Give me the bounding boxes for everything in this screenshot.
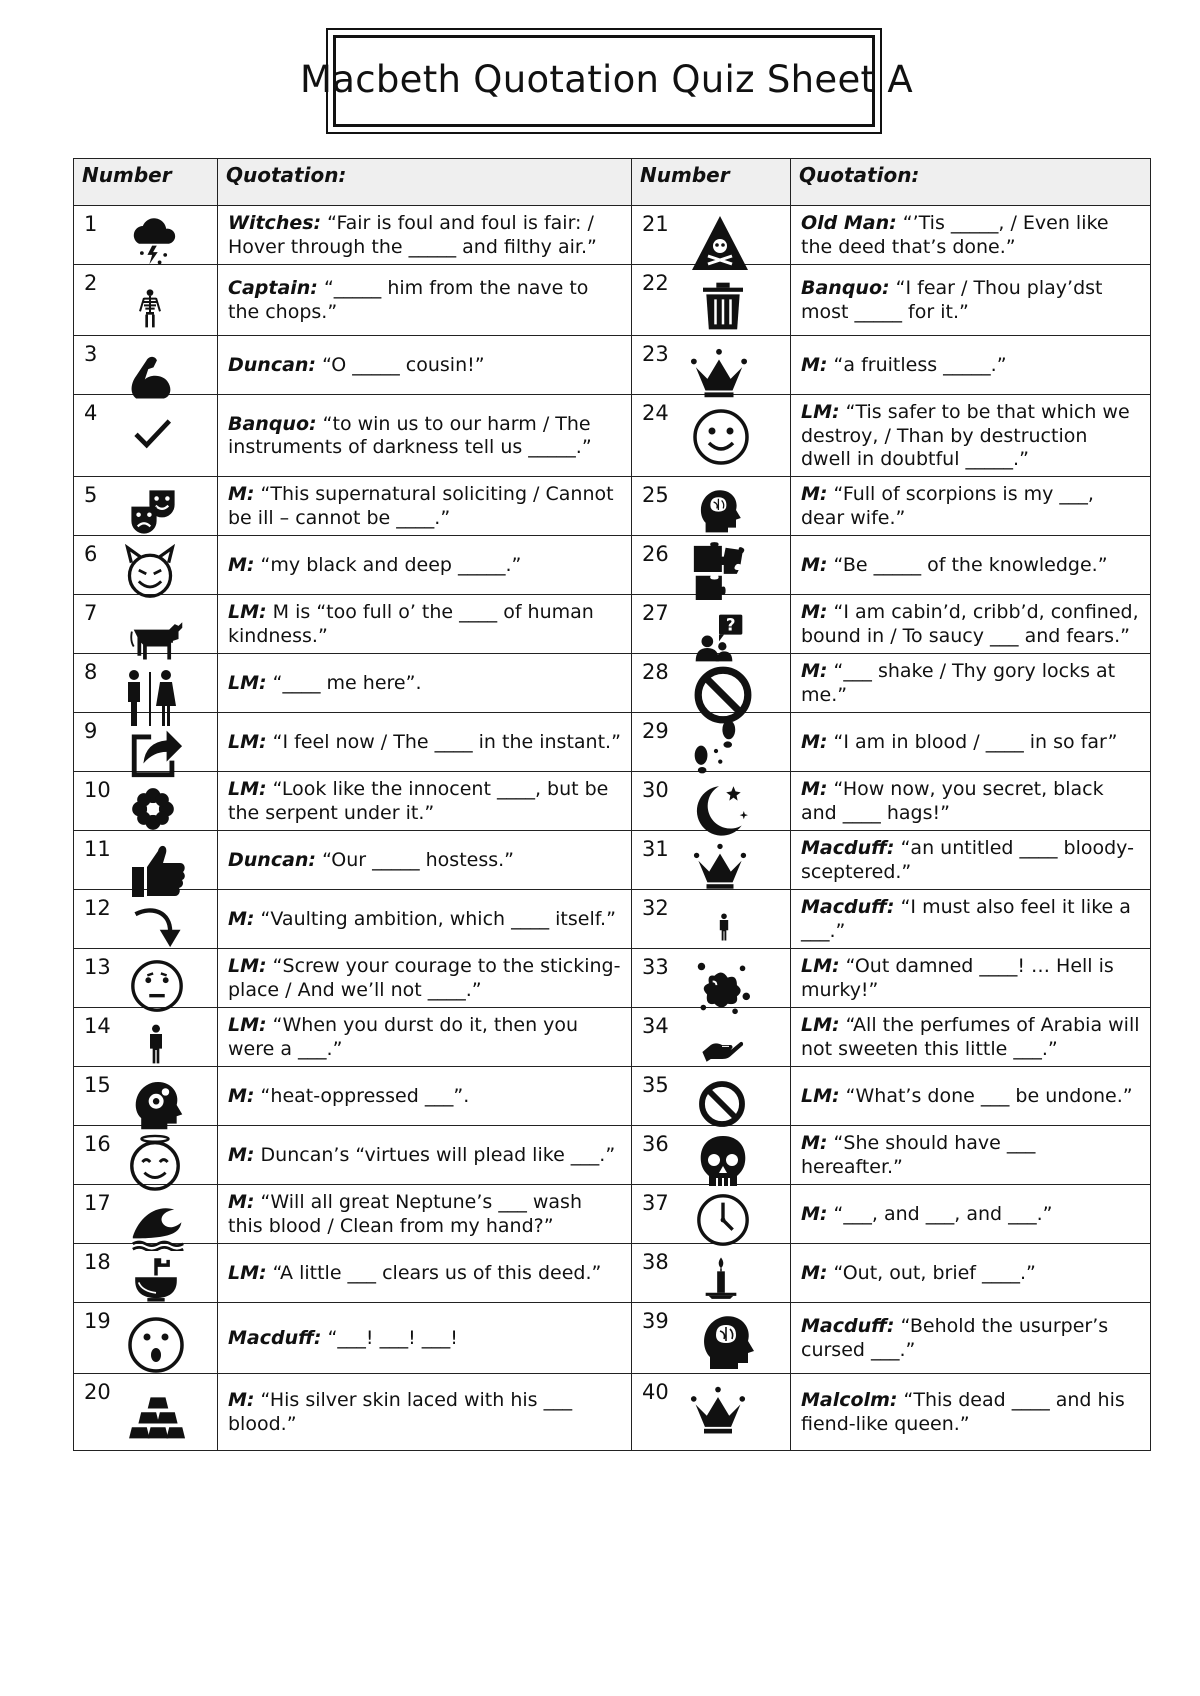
speaker-name: M: <box>228 483 255 506</box>
quotation-cell <box>791 1302 1151 1373</box>
row-number: 15 <box>84 1072 111 1097</box>
quotation-cell <box>218 1184 632 1243</box>
row-number: 26 <box>642 541 669 566</box>
share-arrow-icon <box>126 721 184 779</box>
table-row <box>74 1302 1151 1373</box>
row-number-cell <box>632 1373 791 1450</box>
row-number-cell <box>74 1125 218 1184</box>
row-number: 34 <box>642 1013 669 1038</box>
row-number-cell <box>632 594 791 653</box>
quotation-cell <box>218 594 632 653</box>
row-number: 32 <box>642 895 669 920</box>
row-number-cell <box>632 1302 791 1373</box>
quotation-cell <box>218 1243 632 1302</box>
row-number-cell <box>632 336 791 395</box>
row-number: 21 <box>642 212 669 236</box>
row-number: 10 <box>84 777 111 802</box>
quotation-text: Duncan’s “virtues will plead like ___.” <box>254 1143 616 1166</box>
brain-head-icon <box>696 483 744 537</box>
row-number: 37 <box>642 1190 669 1215</box>
row-number-cell <box>74 653 218 712</box>
row-number: 22 <box>642 271 669 295</box>
quotation-text: “to win us to our harm / The instruments of darkness tell us _____.” <box>228 412 592 459</box>
table-row <box>74 1007 1151 1066</box>
row-number-cell <box>74 594 218 653</box>
row-number-cell <box>632 1125 791 1184</box>
quotation-cell <box>218 535 632 594</box>
table-row <box>74 395 1151 477</box>
quotation-cell <box>218 476 632 535</box>
title-box <box>300 24 914 138</box>
table-row <box>74 653 1151 712</box>
prohibited-icon <box>692 1079 752 1129</box>
row-number-cell <box>74 1007 218 1066</box>
quotation-cell <box>218 771 632 830</box>
speaker-name: Banquo: <box>801 277 890 300</box>
quotation-text: “I am in blood / ____ in so far” <box>827 730 1118 753</box>
quotation-text: “She should have ___ hereafter.” <box>801 1132 1036 1178</box>
row-number: 9 <box>84 718 98 743</box>
trash-bin-icon <box>698 273 748 339</box>
speaker-name: LM: <box>801 401 840 423</box>
quotation-cell <box>218 1007 632 1066</box>
quotation-cell <box>791 336 1151 395</box>
quotation-text: “How now, you secret, black and ____ hags!” <box>801 778 1104 824</box>
quotation-text: “a fruitless _____.” <box>827 354 1007 377</box>
row-number: 31 <box>642 836 669 861</box>
row-number-cell <box>74 830 218 889</box>
speaker-name: M: <box>801 660 828 683</box>
quotation-text: “I fear / Thou play’dst most _____ for it.” <box>801 277 1103 323</box>
table-row <box>74 771 1151 830</box>
speaker-name: Macduff: <box>801 896 895 919</box>
quiz-table <box>73 158 1151 1451</box>
table-row <box>74 830 1151 889</box>
quotation-cell <box>218 1373 632 1450</box>
speaker-name: Macduff: <box>801 1315 895 1338</box>
quotation-text: “What’s done ___ be undone.” <box>839 1084 1133 1107</box>
curved-arrow-icon <box>126 902 190 954</box>
theatre-masks-icon <box>126 485 180 539</box>
quotation-cell <box>791 1184 1151 1243</box>
row-number-cell <box>632 712 791 771</box>
quotation-text: “This dead ____ and his fiend-like queen.” <box>801 1389 1125 1435</box>
row-number: 8 <box>84 659 98 684</box>
row-number: 25 <box>642 482 669 507</box>
row-number-cell <box>632 1007 791 1066</box>
neutral-face-icon <box>128 957 186 1015</box>
quotation-text: “’Tis _____, / Even like the deed that’s done.” <box>801 212 1109 258</box>
speaker-name: M: <box>801 730 828 753</box>
table-row <box>74 1066 1151 1125</box>
smiley-face-icon <box>688 407 754 467</box>
quotation-text: “O _____ cousin!” <box>316 354 485 377</box>
page-title: Macbeth Quotation Quiz Sheet A <box>300 58 914 101</box>
quotation-text: “_____ him from the nave to the chops.” <box>228 277 589 323</box>
row-number: 17 <box>84 1190 111 1215</box>
man-icon <box>136 1014 176 1074</box>
checkmark-icon <box>120 413 184 453</box>
row-number-cell <box>632 889 791 948</box>
row-number-cell <box>74 336 218 395</box>
quotation-text: “____ me here”. <box>266 671 422 694</box>
row-number-cell <box>632 948 791 1007</box>
quotation-cell <box>218 395 632 477</box>
speaker-name: LM: <box>801 955 840 978</box>
speaker-name: Old Man: <box>801 212 897 235</box>
quotation-text: “Be _____ of the knowledge.” <box>827 553 1108 576</box>
row-number-cell <box>632 535 791 594</box>
speaker-name: LM: <box>228 1261 267 1284</box>
table-row <box>74 206 1151 265</box>
quotation-cell <box>218 1125 632 1184</box>
row-number-cell <box>74 265 218 336</box>
speaker-name: LM: <box>228 1014 267 1037</box>
row-number-cell <box>74 1302 218 1373</box>
quotation-cell <box>218 830 632 889</box>
quotation-cell <box>791 594 1151 653</box>
quotation-text: “Out damned ____! … Hell is murky!” <box>801 955 1114 1001</box>
speaker-name: Macduff: <box>801 837 895 860</box>
quotation-cell <box>791 889 1151 948</box>
header-row <box>74 159 1151 206</box>
row-number: 18 <box>84 1249 111 1274</box>
header-quotation-left: Quotation: <box>218 159 632 206</box>
quotation-text: “___, and ___, and ___.” <box>827 1202 1053 1225</box>
quotation-text: “When you durst do it, then you were a ___.” <box>228 1014 579 1060</box>
row-number: 35 <box>642 1072 669 1097</box>
speaker-name: Macduff: <box>228 1326 322 1349</box>
row-number: 16 <box>84 1131 111 1156</box>
quotation-text: “A little ___ clears us of this deed.” <box>266 1261 602 1284</box>
header-number-left: Number <box>74 159 218 206</box>
row-number: 5 <box>84 482 98 507</box>
quotation-cell <box>218 948 632 1007</box>
speaker-name: LM: <box>228 601 267 624</box>
storm-cloud-icon <box>126 212 182 268</box>
open-hand-icon <box>684 1024 760 1066</box>
quotation-text: “Vaulting ambition, which ____ itself.” <box>254 907 616 930</box>
row-number-cell <box>632 830 791 889</box>
speaker-name: M: <box>228 907 255 930</box>
quotation-text: “All the perfumes of Arabia will not sweeten this little ___.” <box>801 1014 1140 1060</box>
quotation-text: “I am cabin’d, cribb’d, confined, bound in / To saucy ___ and fears.” <box>801 601 1139 647</box>
row-number: 7 <box>84 600 98 625</box>
crown-icon <box>688 841 752 895</box>
header-number-right: Number <box>632 159 791 206</box>
row-number-cell <box>632 395 791 477</box>
quotation-cell <box>791 712 1151 771</box>
row-number: 2 <box>84 271 98 295</box>
row-number-cell <box>74 771 218 830</box>
speaker-name: M: <box>801 483 828 506</box>
speaker-name: Banquo: <box>228 412 317 435</box>
row-number-cell <box>632 206 791 265</box>
speaker-name: LM: <box>801 1014 840 1037</box>
row-number-cell <box>632 1243 791 1302</box>
row-number: 1 <box>84 212 98 236</box>
quotation-cell <box>791 1125 1151 1184</box>
devil-face-icon <box>122 544 178 600</box>
speaker-name: LM: <box>228 730 267 753</box>
row-number: 19 <box>84 1308 111 1333</box>
row-number-cell <box>74 712 218 771</box>
clock-icon <box>694 1191 752 1249</box>
quotation-text: “Look like the innocent ____, but be the serpent under it.” <box>228 778 609 824</box>
speaker-name: LM: <box>228 778 267 801</box>
quotation-cell <box>791 830 1151 889</box>
quotation-text: “I feel now / The ____ in the instant.” <box>266 730 621 753</box>
quotation-cell <box>791 476 1151 535</box>
row-number: 23 <box>642 342 669 366</box>
row-number-cell <box>632 476 791 535</box>
table-row <box>74 712 1151 771</box>
table-row <box>74 476 1151 535</box>
quotation-text: “heat-oppressed ___”. <box>254 1084 470 1107</box>
quotation-cell <box>218 206 632 265</box>
table-row <box>74 889 1151 948</box>
quotation-text: “my black and deep _____.” <box>254 553 522 576</box>
row-number-cell <box>74 1066 218 1125</box>
row-number: 36 <box>642 1131 669 1156</box>
crown-icon <box>684 1384 752 1440</box>
speaker-name: Malcolm: <box>801 1389 898 1412</box>
quotation-text: “This supernatural soliciting / Cannot be ill – cannot be ____.” <box>228 483 614 529</box>
table-row <box>74 1125 1151 1184</box>
quotation-text: “Out, out, brief ____.” <box>827 1261 1036 1284</box>
quotation-text: “Behold the usurper’s cursed ___.” <box>801 1315 1109 1361</box>
quotation-cell <box>791 1066 1151 1125</box>
row-number-cell <box>632 1066 791 1125</box>
speaker-name: M: <box>228 553 255 576</box>
shocked-face-icon <box>126 1315 186 1375</box>
row-number-cell <box>632 1184 791 1243</box>
row-number-cell <box>74 476 218 535</box>
row-number: 27 <box>642 600 669 625</box>
row-number: 12 <box>84 895 111 920</box>
puzzle-icon <box>692 542 748 602</box>
table-row <box>74 535 1151 594</box>
row-number-cell <box>74 535 218 594</box>
quotation-text: “Tis safer to be that which we destroy, / Than by destruction dwell in doubtful _____.” <box>801 401 1130 471</box>
candle-icon <box>698 1252 744 1306</box>
speaker-name: M: <box>801 354 828 377</box>
quotation-cell <box>218 265 632 336</box>
skeleton-icon <box>130 273 170 343</box>
speaker-name: Duncan: <box>228 354 317 377</box>
row-number: 4 <box>84 401 98 425</box>
quotation-text: M is “too full o’ the ____ of human kindness.” <box>228 601 594 647</box>
quotation-text: “Fair is foul and foul is fair: / Hover through the _____ and filthy air.” <box>228 212 597 258</box>
row-number-cell <box>632 771 791 830</box>
row-number: 6 <box>84 541 98 566</box>
quotation-cell <box>218 1066 632 1125</box>
row-number: 14 <box>84 1013 111 1038</box>
skull-icon <box>692 1132 754 1192</box>
quotation-cell <box>791 265 1151 336</box>
row-number: 39 <box>642 1308 669 1333</box>
row-number: 13 <box>84 954 111 979</box>
row-number: 24 <box>642 401 669 425</box>
speaker-name: LM: <box>801 1084 840 1107</box>
table-row <box>74 1243 1151 1302</box>
row-number-cell <box>74 889 218 948</box>
quotation-cell <box>791 948 1151 1007</box>
row-number-cell <box>74 395 218 477</box>
quotation-text: “His silver skin laced with his ___ blood.” <box>228 1389 573 1435</box>
table-row <box>74 948 1151 1007</box>
quotation-text: “Full of scorpions is my ___, dear wife.” <box>801 483 1094 529</box>
row-number: 30 <box>642 777 669 802</box>
row-number: 28 <box>642 659 669 684</box>
brain-head-icon <box>698 1311 758 1371</box>
gold-bars-icon <box>128 1388 188 1444</box>
table-row <box>74 594 1151 653</box>
quotation-text: “Our _____ hostess.” <box>316 848 515 871</box>
quotation-cell <box>791 1007 1151 1066</box>
quotation-cell <box>218 653 632 712</box>
quotation-cell <box>791 1373 1151 1450</box>
quotation-text: “I must also feel it like a ___.” <box>801 896 1131 942</box>
speaker-name: M: <box>228 1084 255 1107</box>
table-row <box>74 1373 1151 1450</box>
row-number-cell <box>632 653 791 712</box>
row-number-cell <box>74 1373 218 1450</box>
table-row <box>74 1184 1151 1243</box>
row-number-cell <box>74 948 218 1007</box>
quotation-cell <box>791 535 1151 594</box>
quotation-cell <box>791 771 1151 830</box>
table-row <box>74 265 1151 336</box>
speaker-name: Witches: <box>228 212 322 235</box>
table-row <box>74 336 1151 395</box>
row-number-cell <box>74 1243 218 1302</box>
speaker-name: M: <box>801 1202 828 1225</box>
quotation-text: “Will all great Neptune’s ___ wash this blood / Clean from my hand?” <box>228 1191 582 1237</box>
sink-icon <box>130 1250 182 1308</box>
speaker-name: M: <box>228 1143 255 1166</box>
row-number: 20 <box>84 1379 111 1404</box>
speaker-name: M: <box>801 1132 828 1155</box>
row-number: 11 <box>84 836 111 861</box>
quotation-cell <box>218 889 632 948</box>
speaker-name: M: <box>228 1191 255 1214</box>
speaker-name: M: <box>801 778 828 801</box>
speaker-name: LM: <box>228 671 267 694</box>
quotation-cell <box>218 1302 632 1373</box>
row-number-cell <box>74 1184 218 1243</box>
svg-text:?: ? <box>725 615 736 635</box>
quotation-cell <box>218 712 632 771</box>
speaker-name: M: <box>801 553 828 576</box>
man-icon <box>710 900 738 954</box>
speaker-name: M: <box>801 601 828 624</box>
quotation-cell <box>791 1243 1151 1302</box>
quotation-cell <box>218 336 632 395</box>
quotation-text: “___! ___! ___! <box>321 1326 458 1349</box>
quotation-cell <box>791 206 1151 265</box>
quotation-text: “Screw your courage to the sticking-place / And we’ll not ____.” <box>228 955 621 1001</box>
row-number: 3 <box>84 342 98 366</box>
speaker-name: M: <box>801 1261 828 1284</box>
row-number: 33 <box>642 954 669 979</box>
speaker-name: Captain: <box>228 277 318 300</box>
speaker-name: M: <box>228 1389 255 1412</box>
flower-icon <box>128 784 178 834</box>
speaker-name: LM: <box>228 955 267 978</box>
quotation-cell <box>791 653 1151 712</box>
row-number: 38 <box>642 1249 669 1274</box>
quotation-text: “___ shake / Thy gory locks at me.” <box>801 660 1116 706</box>
speaker-name: Duncan: <box>228 848 317 871</box>
row-number: 40 <box>642 1379 669 1404</box>
quotation-text: “an untitled ____ bloody-sceptered.” <box>801 837 1134 883</box>
row-number-cell <box>632 265 791 336</box>
quotation-cell <box>791 395 1151 477</box>
row-number-cell <box>74 206 218 265</box>
header-quotation-right: Quotation: <box>791 159 1151 206</box>
row-number: 29 <box>642 718 669 743</box>
